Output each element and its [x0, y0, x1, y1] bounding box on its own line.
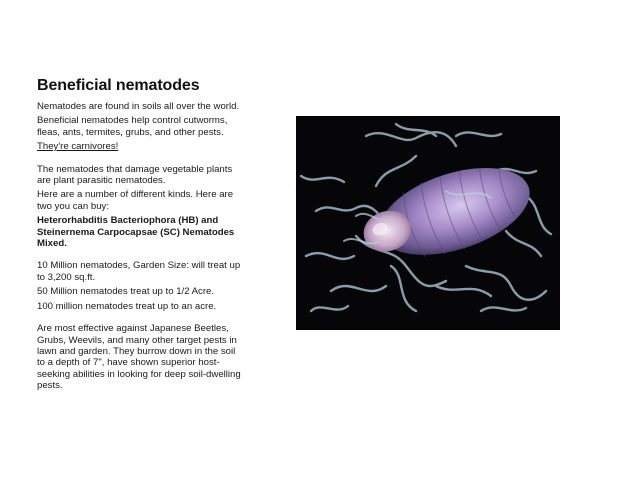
paragraph-parasitic: The nematodes that damage vegetable plants are plant parasitic nematodes.	[37, 163, 233, 187]
paragraph-control: Beneficial nematodes help control cutworms, fleas, ants, termites, grubs, and other pests.	[37, 115, 228, 138]
paragraph-100-million: 100 million nematodes treat up to an acre.	[37, 300, 217, 312]
nematode-photo	[296, 116, 560, 330]
paragraph-intro: Nematodes are found in soils all over the world.	[37, 101, 240, 112]
slide-body	[37, 101, 242, 395]
paragraph-effectiveness: Are most effective against Japanese Beetles, Grubs, Weevils, and many other target pests in lawn and garden. They burrow down in the soil to a depth of 7", have shown superior host-seeking abilities in looking for deep soil-dwelling pests.	[37, 323, 241, 392]
paragraph-carnivores: They're carnivores!	[37, 141, 119, 153]
slide-title: Beneficial nematodes	[37, 77, 200, 94]
paragraph-kinds: Here are a number of different kinds. Here are two you can buy:	[37, 189, 234, 212]
paragraph-10-million: 10 Million nematodes, Garden Size: will treat up to 3,200 sq.ft.	[37, 260, 241, 283]
paragraph-species: Heterorhabditis Bacteriophora (HB) and Steinernema Carpocapsae (SC) Nematodes Mixed.	[37, 215, 235, 250]
paragraph-50-million: 50 Million nematodes treat up to 1/2 Acre.	[37, 286, 215, 298]
